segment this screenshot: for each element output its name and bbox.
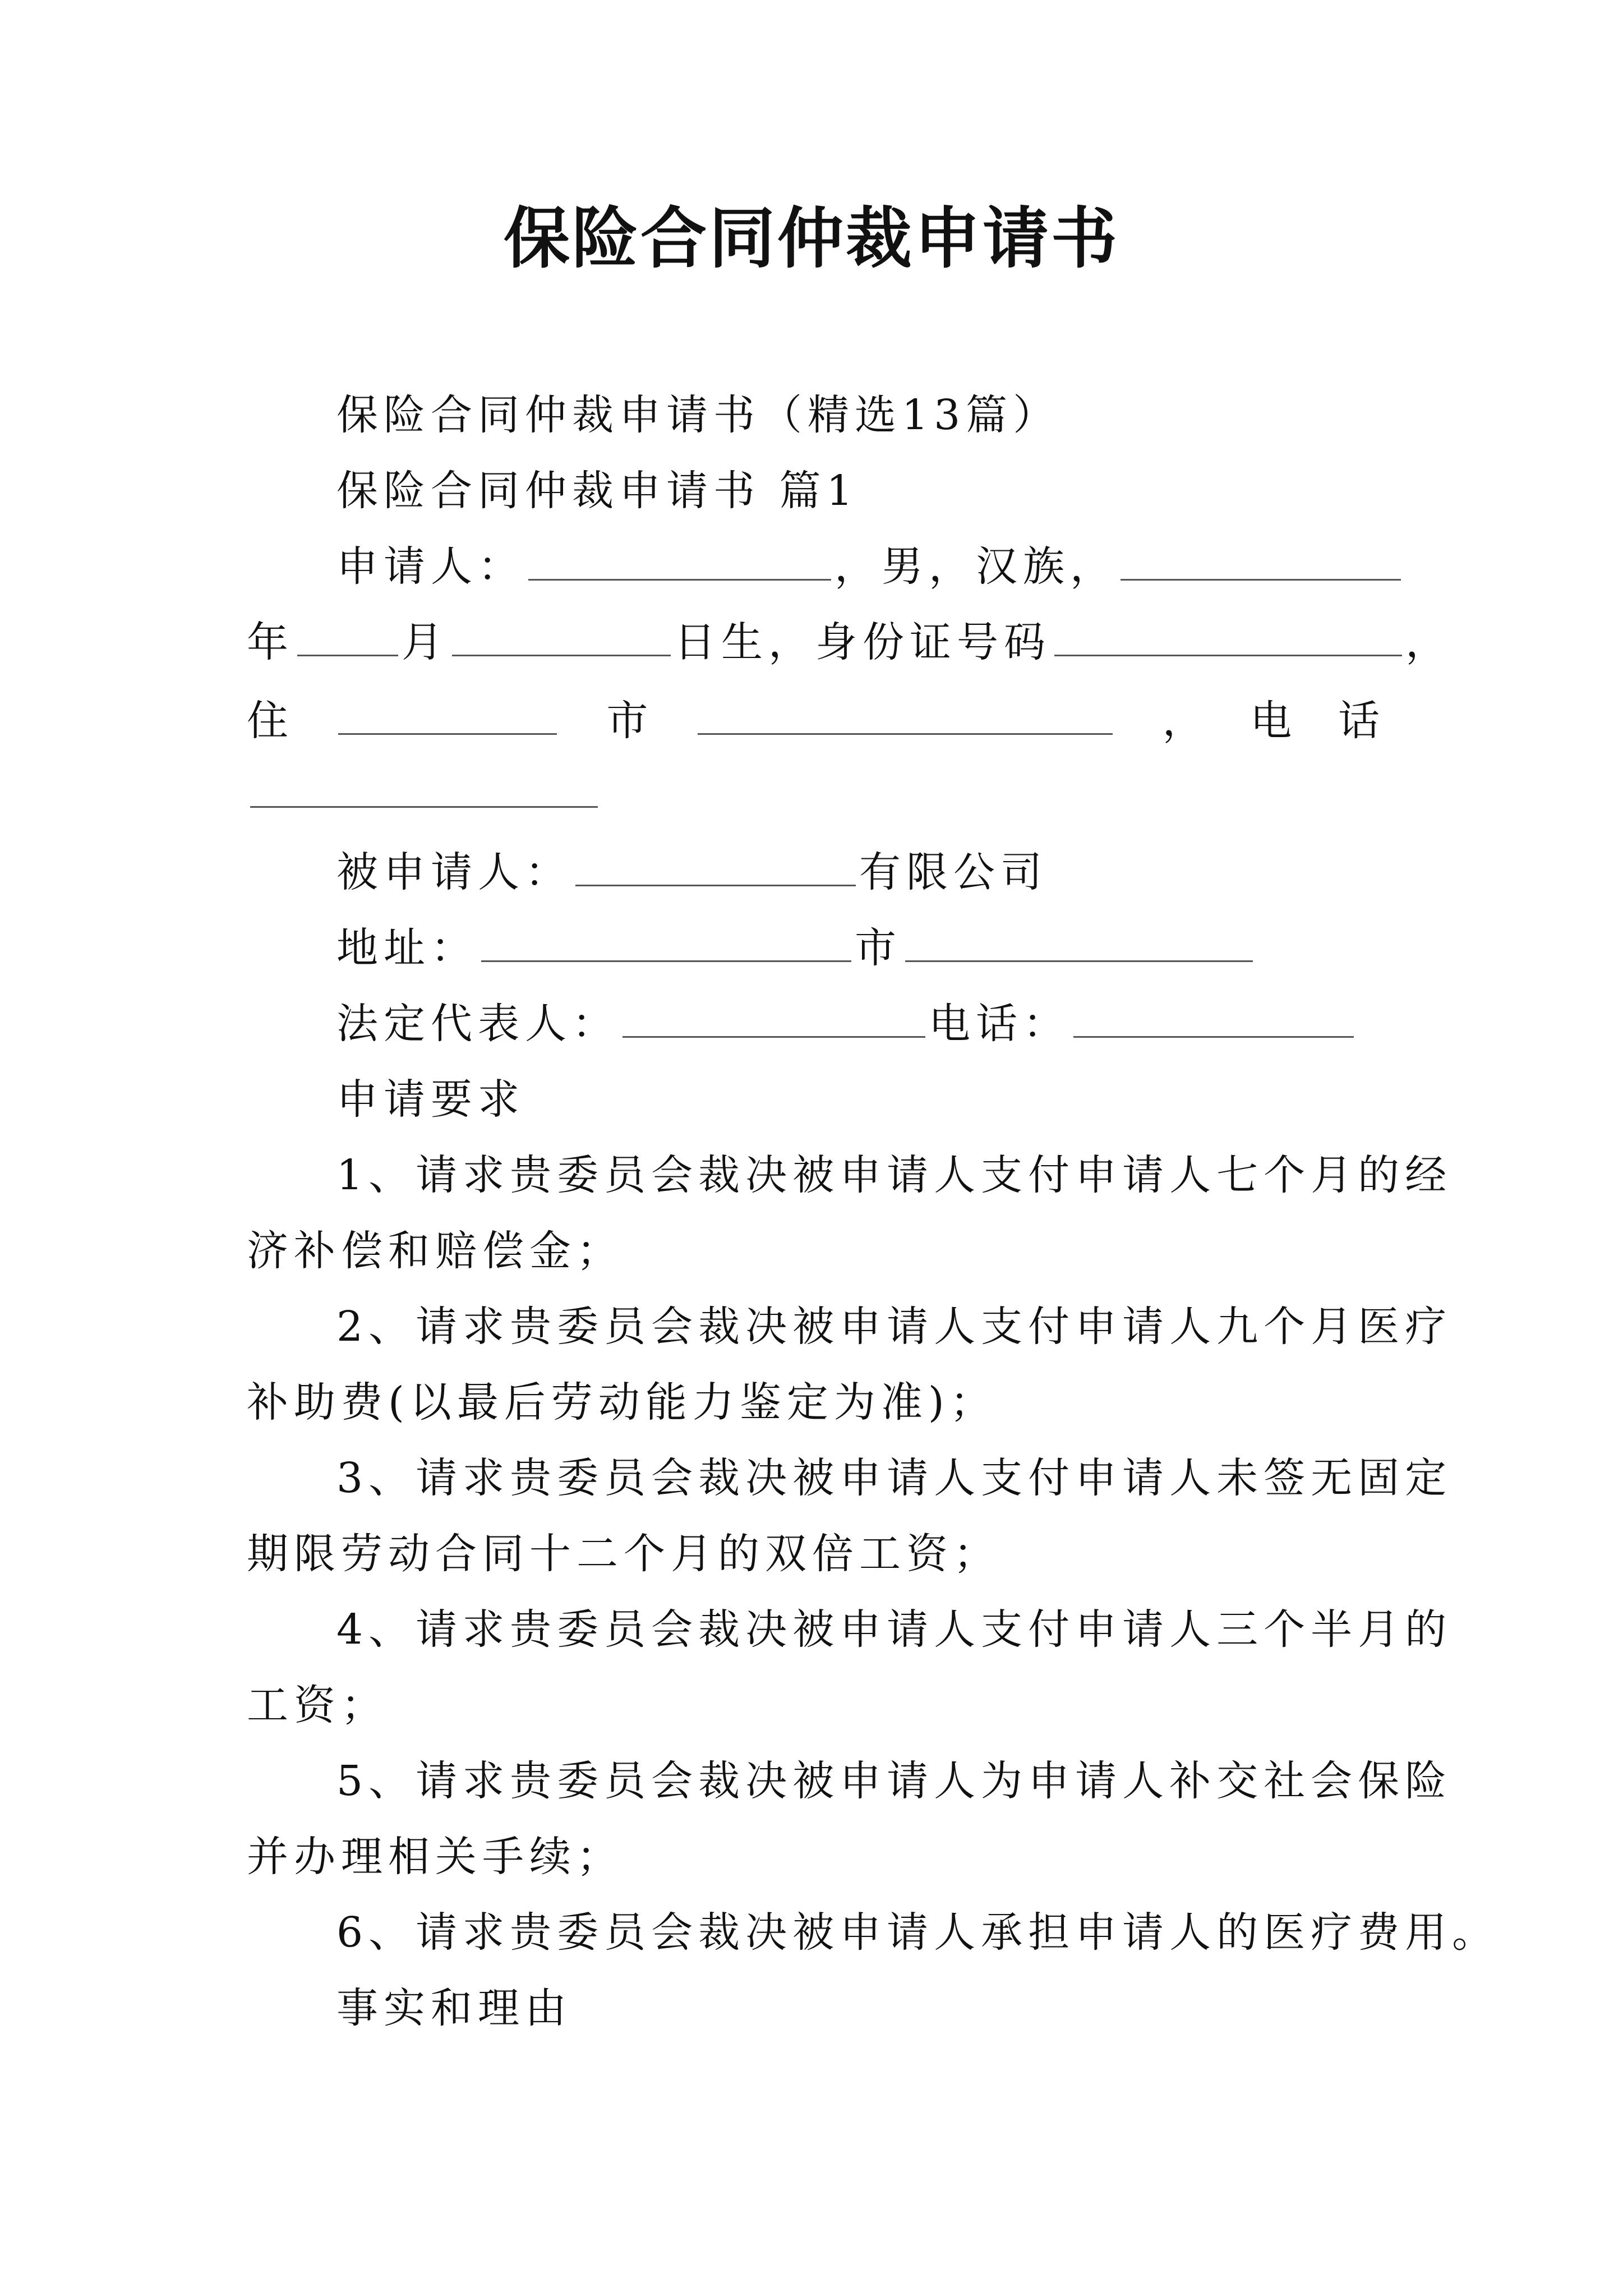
respondent-address-blank [905,920,1253,962]
request-5-line-1: 5、请求贵委员会裁决被申请人为申请人补交社会保险 [336,1757,1453,1805]
applicant-line-1 [336,539,1404,595]
request-3-line-1: 3、请求贵委员会裁决被申请人支付申请人未签无固定 [336,1454,1453,1502]
comma: ， [1405,618,1453,666]
facts-heading: 事实和理由 [336,1984,572,2032]
applicant-line-3 [247,693,1380,749]
request-6-line-1: 6、请求贵委员会裁决被申请人承担申请人的医疗费用。 [336,1908,1500,1957]
request-1-line-1: 1、请求贵委员会裁决被申请人支付申请人七个月的经 [336,1151,1453,1199]
phone-char-2: 话 [1338,697,1380,745]
respondent-phone-label: 电话： [929,1000,1070,1048]
document-title: 保险合同仲裁申请书 [503,199,1119,277]
section-heading: 保险合同仲裁申请书 篇1 [336,467,859,515]
birth-month-blank [297,614,398,656]
id-number-blank [1054,614,1402,656]
applicant-name-blank [528,539,831,581]
birth-id-label: 日生，身份证号码 [674,618,1051,666]
phone-char-1: 电 [1250,697,1292,745]
address-blank [698,693,1113,735]
address-label: 地址： [336,924,478,972]
request-4-line-1: 4、请求贵委员会裁决被申请人支付申请人三个半月的 [336,1605,1453,1654]
birth-year-blank [1121,539,1401,581]
document-subtitle: 保险合同仲裁申请书（精选13篇） [336,391,1061,439]
request-1-line-2: 济补偿和赔偿金； [247,1227,624,1275]
request-2-line-1: 2、请求贵委员会裁决被申请人支付申请人九个月医疗 [336,1303,1453,1351]
year-label: 年 [247,618,294,666]
comma-2: ， [1162,697,1204,745]
legal-rep-blank [623,996,925,1038]
applicant-gender-ethnicity: ，男，汉族， [834,542,1117,591]
city-label: 市 [606,697,648,745]
applicant-line-4 [247,766,601,822]
requests-heading: 申请要求 [336,1075,525,1124]
legal-rep-label: 法定代表人： [336,1000,619,1048]
province-blank [338,693,557,735]
respondent-name-blank [575,844,856,886]
respondent-address-line [336,920,1256,976]
applicant-label: 申请人： [336,542,525,591]
live-label: 住 [247,697,288,745]
legal-rep-line [336,996,1357,1052]
respondent-city-label: 市 [855,924,902,972]
respondent-province-blank [481,920,851,962]
request-5-line-2: 并办理相关手续； [247,1833,624,1881]
respondent-label: 被申请人： [336,848,572,896]
respondent-line [336,844,1048,900]
respondent-phone-blank [1073,996,1354,1038]
request-4-line-2: 工资； [247,1681,388,1729]
applicant-line-2 [247,614,1453,670]
phone-blank [250,766,598,808]
month-label: 月 [402,618,449,666]
company-suffix: 有限公司 [859,848,1048,896]
birth-day-blank [452,614,671,656]
request-2-line-2: 补助费(以最后劳动能力鉴定为准)； [247,1378,997,1427]
request-3-line-2: 期限劳动合同十二个月的双倍工资； [247,1530,1000,1578]
